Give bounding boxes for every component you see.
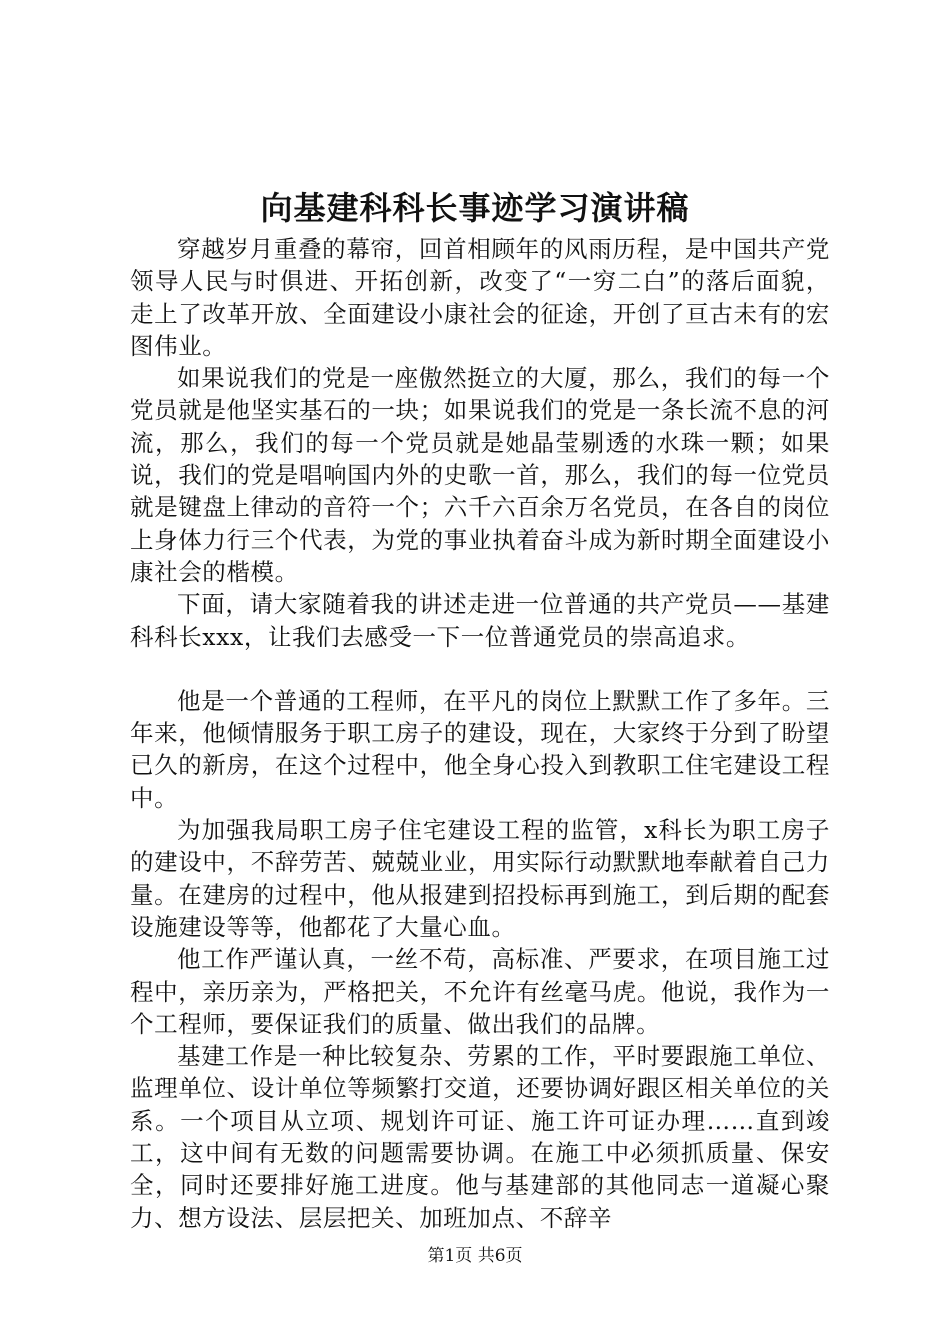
paragraph: 为加强我局职工房子住宅建设工程的监管，x科长为职工房子的建设中，不辞劳苦、兢兢业业，用实际行动默默地奉献着自己力量。在建房的过程中，他从报建到招投标再到施工，到后期的配套设施建设等等，他都花了大量心血。	[130, 816, 830, 941]
paragraph: 下面，请大家随着我的讲述走进一位普通的共产党员——基建科科长xxx，让我们去感受一下一位普通党员的崇高追求。	[130, 590, 830, 651]
paragraph: 基建工作是一种比较复杂、劳累的工作，平时要跟施工单位、监理单位、设计单位等频繁打交道，还要协调好跟区相关单位的关系。一个项目从立项、规划许可证、施工许可证办理……直到竣工，这中间有无数的问题需要协调。在施工中必须抓质量、保安全，同时还要排好施工进度。他与基建部的其他同志一道凝心聚力、想方设法、层层把关、加班加点、不辞辛	[130, 1042, 830, 1232]
paragraph: 穿越岁月重叠的幕帘，回首相顾年的风雨历程，是中国共产党领导人民与时俱进、开拓创新，改变了“一穷二白”的落后面貌，走上了改革开放、全面建设小康社会的征途，开创了亘古未有的宏图伟业。	[130, 235, 830, 360]
document-body	[130, 233, 830, 1234]
paragraph: 如果说我们的党是一座傲然挺立的大厦，那么，我们的每一个党员就是他坚实基石的一块；如果说我们的党是一条长流不息的河流，那么，我们的每一个党员就是她晶莹剔透的水珠一颗；如果说，我们的党是唱响国内外的史歌一首，那么，我们的每一位党员就是键盘上律动的音符一个；六千六百余万名党员，在各自的岗位上身体力行三个代表，为党的事业执着奋斗成为新时期全面建设小康社会的楷模。	[130, 364, 830, 586]
paragraph: 他是一个普通的工程师，在平凡的岗位上默默工作了多年。三年来，他倾情服务于职工房子的建设，现在，大家终于分到了盼望已久的新房，在这个过程中，他全身心投入到教职工住宅建设工程中。	[130, 686, 830, 812]
document-title: 向基建科科长事迹学习演讲稿	[260, 189, 690, 227]
paragraph: 他工作严谨认真，一丝不苟，高标准、严要求，在项目施工过程中，亲历亲为，严格把关，不允许有丝毫马虎。他说，我作为一个工程师，要保证我们的质量、做出我们的品牌。	[130, 945, 830, 1038]
page-number-footer: 第1页 共6页	[427, 1246, 523, 1266]
paragraph-spacer	[130, 653, 830, 685]
